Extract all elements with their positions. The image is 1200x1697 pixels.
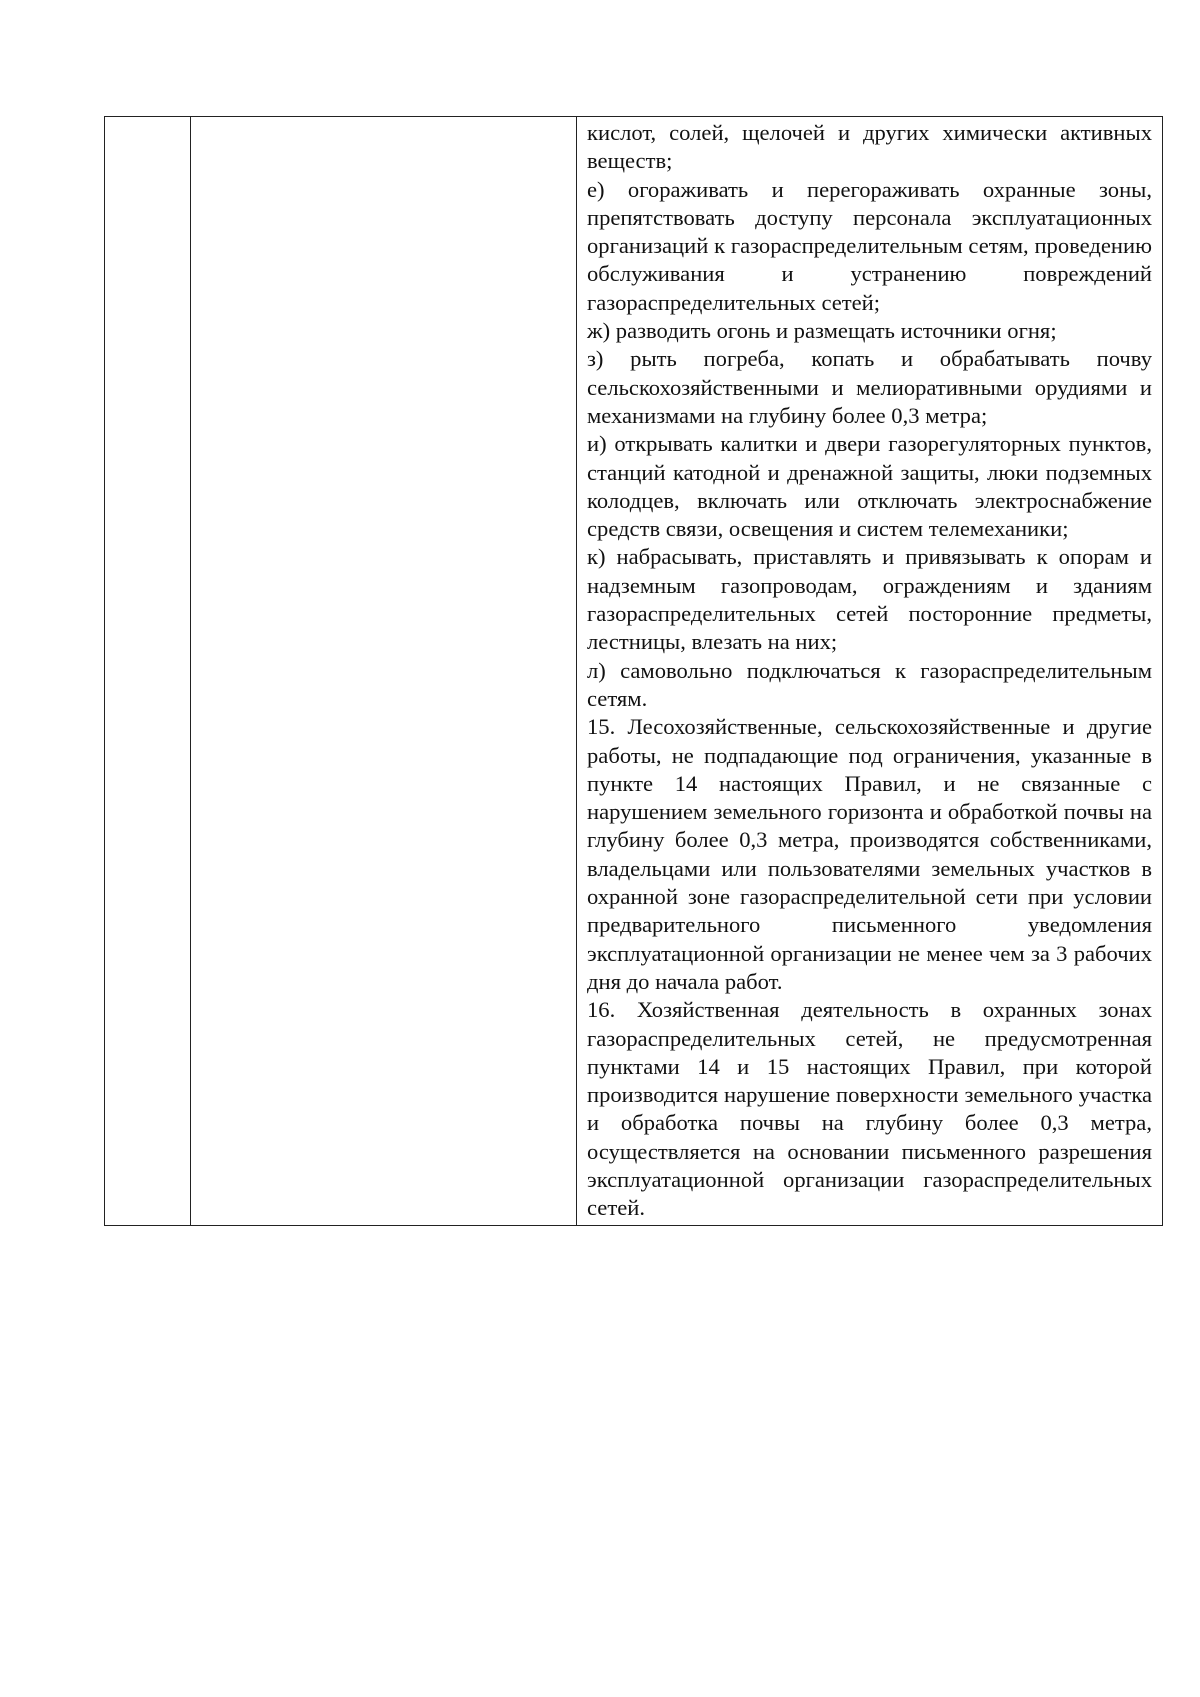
- paragraph: к) набрасывать, приставлять и привязывать к опорам и надземным газопроводам, ограждениям и зданиям газораспределительных сетей посторонние предметы, лестницы, влезать на них;: [587, 544, 1152, 655]
- cell-number-text: [105, 117, 190, 121]
- paragraph: и) открывать калитки и двери газорегуляторных пунктов, станций катодной и дренажной защиты, люки подземных колодцев, включать или отключать электроснабжение средств связи, освещения и систем телемеханики;: [587, 431, 1152, 542]
- paragraph: з) рыть погреба, копать и обрабатывать почву сельскохозяйственными и мелиоративными орудиями и механизмами на глубину более 0,3 метра;: [587, 346, 1152, 428]
- cell-content-text: [577, 117, 1162, 1225]
- table-cell-name: [191, 117, 577, 1226]
- paragraph: 15. Лесохозяйственные, сельскохозяйственные и другие работы, не подпадающие под ограничения, указанные в пункте 14 настоящих Правил, и не связанные с нарушением земельного горизонта и обработкой почвы на глубину более 0,3 метра, производятся собственниками, владельцами или пользователями земельных участков в охранной зоне газораспределительной сети при условии предварительного письменного уведомления эксплуатационной организации не менее чем за 3 рабочих дня до начала работ.: [587, 714, 1152, 994]
- table-cell-content: [577, 117, 1163, 1226]
- paragraph: ж) разводить огонь и размещать источники огня;: [587, 318, 1057, 344]
- table-row: [105, 117, 1163, 1226]
- document-table: [104, 116, 1163, 1226]
- paragraph: л) самовольно подключаться к газораспределительным сетям.: [587, 657, 1152, 711]
- paragraph: кислот, солей, щелочей и других химически активных веществ;: [587, 120, 1152, 174]
- paragraph: е) огораживать и перегораживать охранные зоны, препятствовать доступу персонала эксплуатационных организаций к газораспределительным сетям, проведению обслуживания и устранению повреждений газораспределительных сетей;: [587, 176, 1152, 315]
- table-cell-number: [105, 117, 191, 1226]
- paragraph: 16. Хозяйственная деятельность в охранных зонах газораспределительных сетей, не предусмотренная пунктами 14 и 15 настоящих Правил, при которой производится нарушение поверхности земельного участка и обработка почвы на глубину более 0,3 метра, осуществляется на основании письменного разрешения эксплуатационной организации газораспределительных сетей.: [587, 997, 1152, 1221]
- cell-name-text: [191, 117, 576, 121]
